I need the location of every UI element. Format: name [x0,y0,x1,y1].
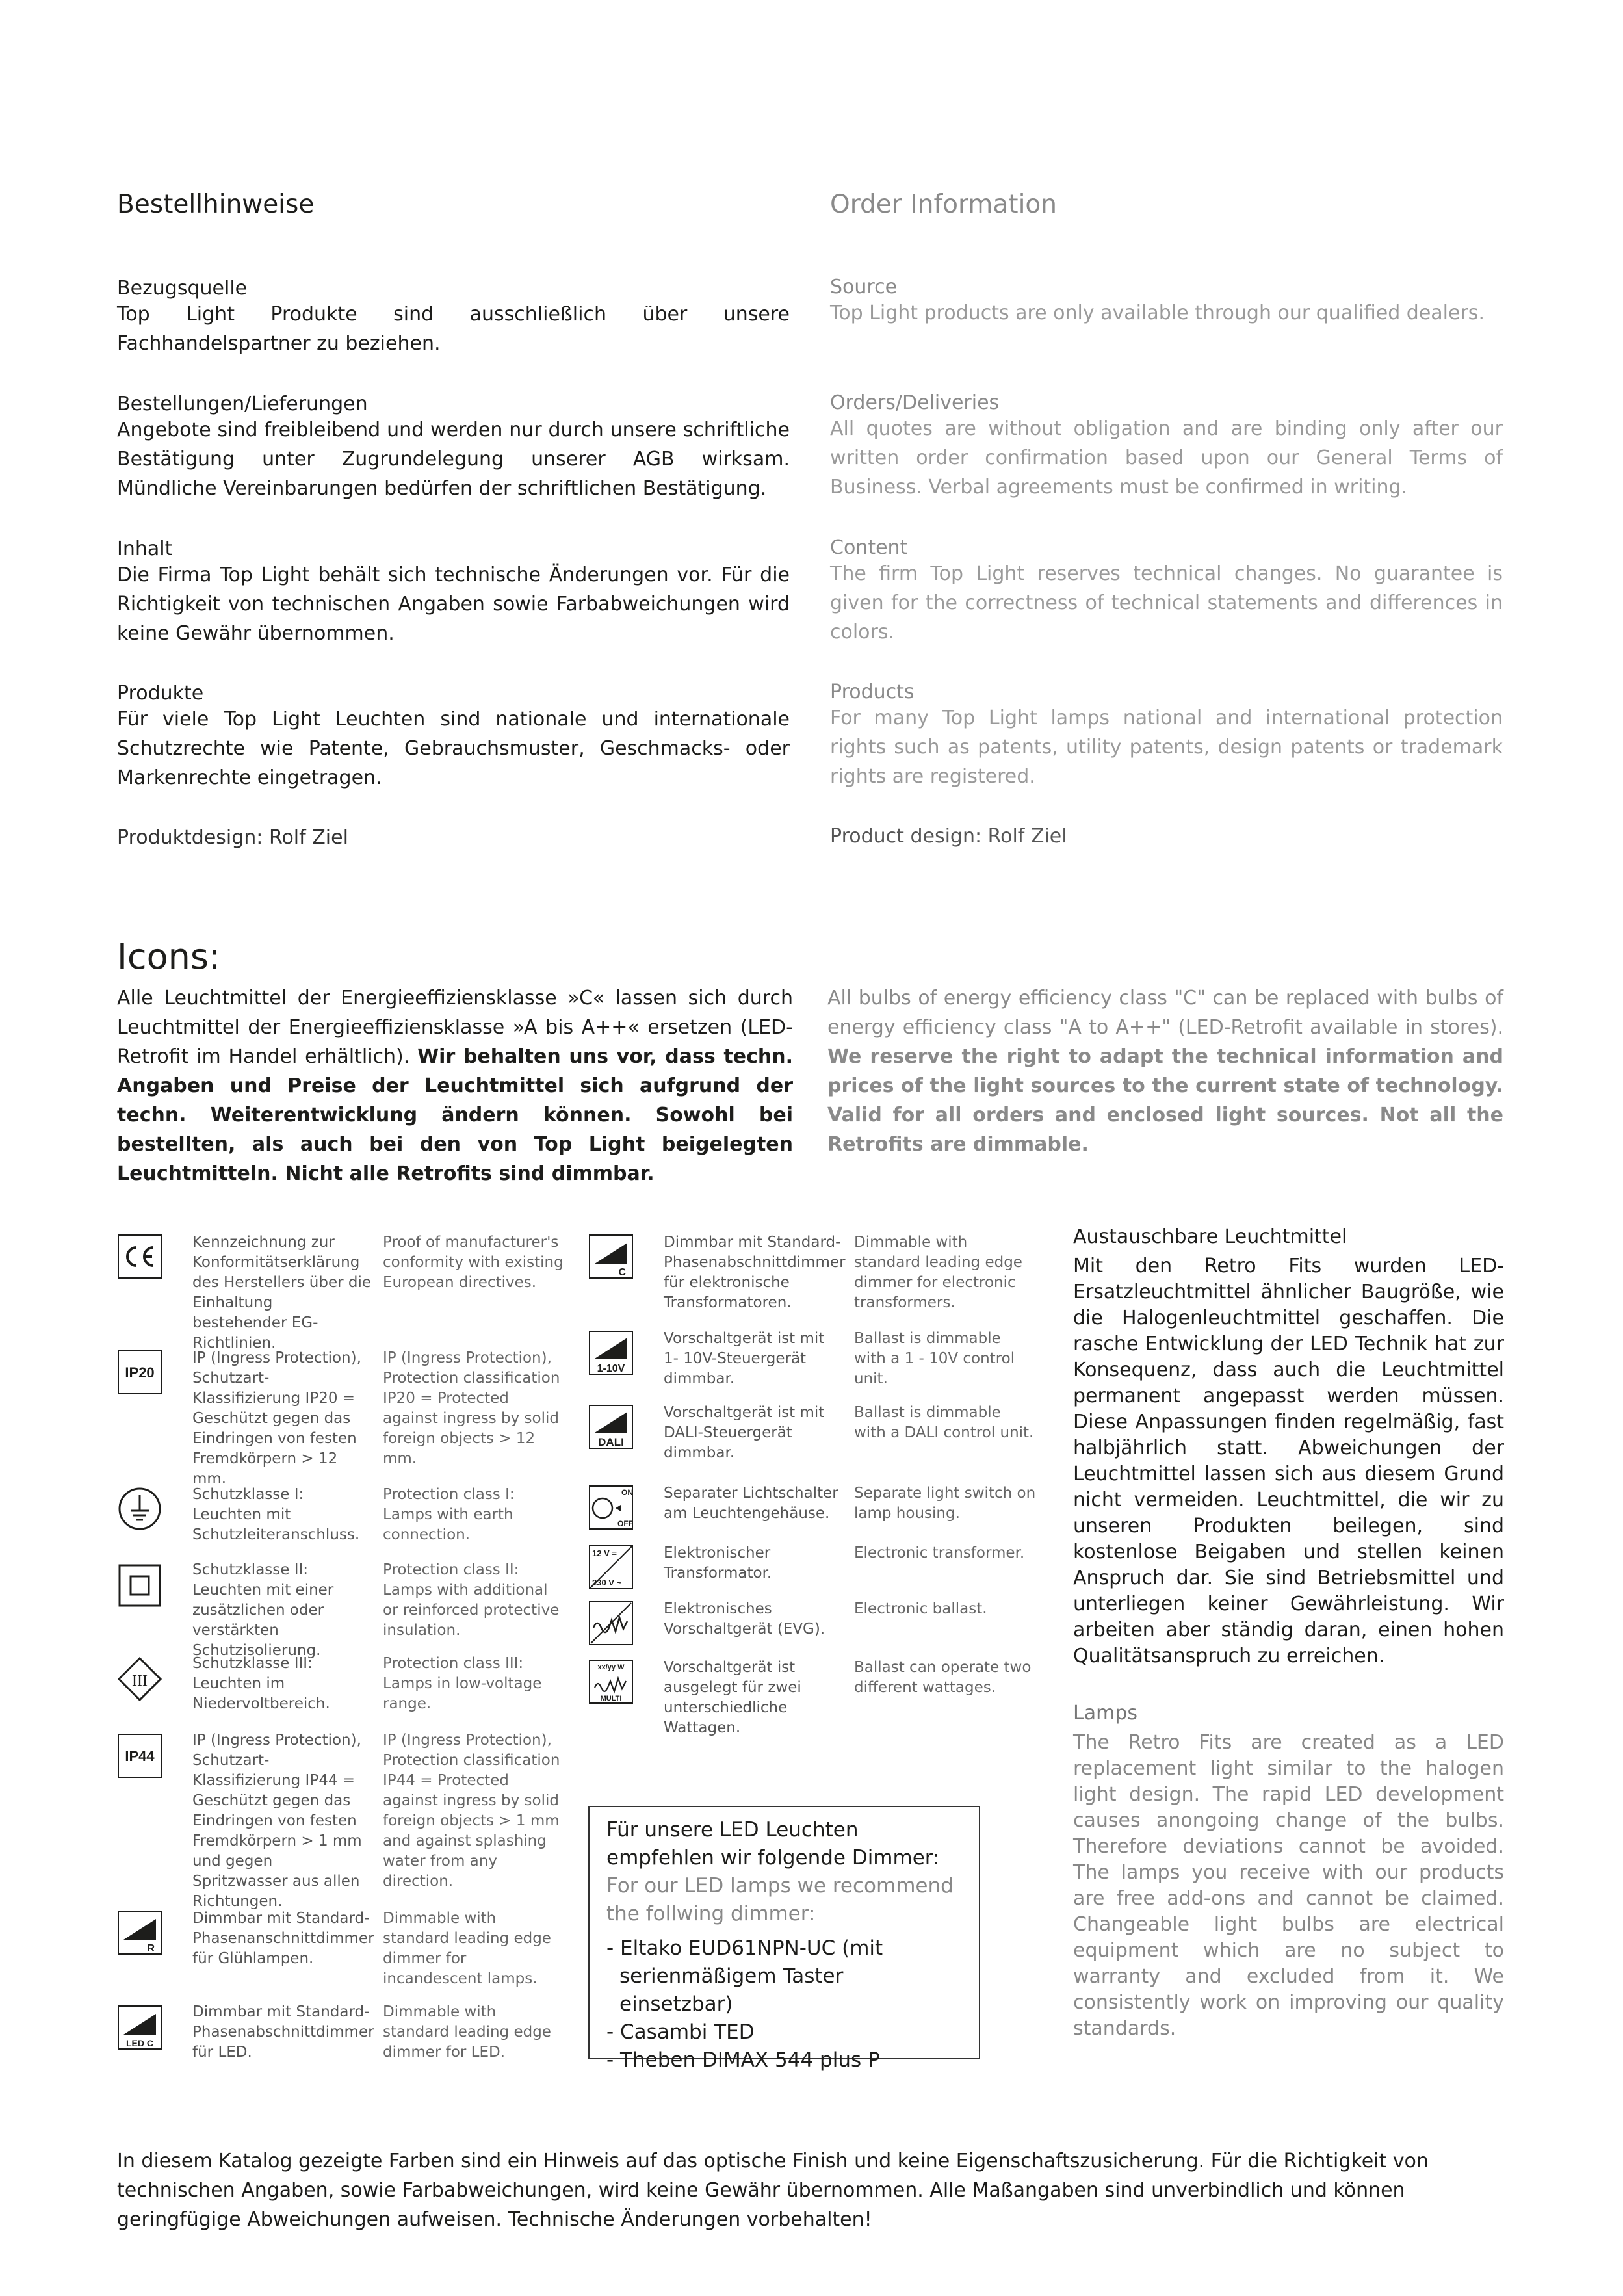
dimmer-c-icon [588,1234,634,1279]
icon-desc-de: IP (Ingress Protection), Schutzart-Klassifizierung IP20 = Geschützt gegen das Eindringen von festen Fremdkörpern > 12 mm. [192,1350,361,1487]
section-text: For many Top Light lamps national and international protection rights such as patents, utility patents, design patents or trademark rights are registered. [830,707,1503,788]
section-title: Inhalt [117,538,173,560]
dimmer-1-10v-icon [588,1330,634,1376]
icon-label: DALI [598,1436,624,1448]
icon-label: IP44 [125,1748,155,1764]
icon-label: III [132,1673,148,1689]
icon-desc-en: Dimmable with standard leading edge dimmer for LED. [383,2003,551,2061]
icon-desc-de: Elektronischer Transformator. [664,1545,772,1582]
section-title: Bezugsquelle [117,277,248,300]
dimmer-dali-icon [588,1404,634,1450]
icon-desc-en: Ballast is dimmable with a DALI control unit. [854,1404,1034,1441]
icon-desc-en: Ballast can operate two different wattages. [854,1659,1032,1696]
section-title: Orders/Deliveries [830,391,1000,414]
section-title: Products [830,681,915,703]
ip44-icon [117,1733,162,1779]
icons-intro-en [827,984,1503,1159]
icon-desc-de: Vorschaltgerät ist ausgelegt für zwei unterschiedliche Wattagen. [664,1659,801,1736]
page-title-en: Order Information [830,190,1057,219]
design-credit-en: Product design: Rolf Ziel [830,825,1067,848]
dimmer-list [606,1935,962,2074]
icons-intro-de-bold: Wir behalten uns vor, dass techn. Angaben und Preise der Leuchtmittel sich aufgrund der techn. Weiterentwicklung ändern können. Sowohl bei bestellten, als auch bei den von Top Light beigelegten Leuchtmitteln. Nicht alle Retrofits sind dimmbar. [117,1045,793,1185]
retrofit-text-de: Mit den Retro Fits wurden LED-Ersatzleuchtmittel ähnlicher Baugröße, wie die Halogenleuchtmittel geschaffen. Die rasche Entwicklung der LED Technik hat zur Konsequenz, dass auch die Leuchtmittel permanent angepasst werden müssen. Diese Anpassungen finden regelmäßig, fast halbjährlich statt. Abweichungen der Leuchtmittel lassen sich aus diesem Grund nicht vermeiden. Leuchtmittel, die wir zu unseren Produkten beilegen, sind kostenlose Beigaben und stellen keinen Anspruch dar. Sie sind Betriebsmittel und unterliegen keiner Gewährleistung. Wir arbeiten aber ständig daran, einen hohen Qualitätsanspruch zu erreichen. [1073,1255,1504,1667]
icon-desc-en: Dimmable with standard leading edge dimmer for incandescent lamps. [383,1910,551,1987]
icon-label: 1-10V [597,1363,625,1374]
section-text: Top Light Produkte sind ausschließlich über unsere Fachhandelspartner zu beziehen. [117,303,790,355]
section-title: Content [830,536,908,559]
icon-desc-en: IP (Ingress Protection), Protection classification IP20 = Protected against ingress by solid foreign objects > 12 mm. [383,1350,560,1467]
icon-desc-en: Protection class II: Lamps with additional or reinforced protective insulation. [383,1561,560,1639]
multi-wattage-icon [588,1659,634,1704]
electronic-ballast-icon [588,1600,634,1646]
protection-class-1-icon [117,1486,162,1532]
icon-desc-de: Dimmbar mit Standard-Phasenabschnittdimmer für LED. [192,2003,374,2061]
dimmer-list-item: - Eltako EUD61NPN-UC (mit serienmäßigem Taster einsetzbar) [606,1937,883,2016]
section-en-source [830,276,1503,391]
dimmer-led-c-icon [117,2005,162,2050]
icons-intro-de-plain: Alle Leuchtmittel der Energieeffiziensklasse »C« lassen sich durch Leuchtmittel der Energieeffiziensklasse »A bis A++« ersetzen (LED-Retrofit im Handel erhältlich). [117,987,793,1068]
icon-desc-de: Vorschaltgerät ist mit DALI-Steuergerät dimmbar. [664,1404,825,1461]
icon-desc-en: Protection class I: Lamps with earth connection. [383,1486,515,1543]
icon-desc-de: Schutzklasse II: Leuchten mit einer zusätzlichen oder verstärkten Schutzisolierung. [192,1561,334,1659]
icon-desc-en: Electronic transformer. [854,1545,1025,1561]
icons-intro-en-plain: All bulbs of energy efficiency class "C" can be replaced with bulbs of energy efficiency class "A to A++" (LED-Retrofit available in stores). [827,987,1503,1039]
icon-label: IP20 [125,1364,155,1381]
ce-mark-icon [117,1234,162,1279]
icon-desc-de: Elektronisches Vorschaltgerät (EVG). [664,1600,825,1637]
icon-label-watt: xx/yy W [597,1663,625,1671]
section-text: All quotes are without obligation and are binding only after our written order confirmation based upon our General Terms of Business. Verbal agreements must be confirmed in writing. [830,417,1503,499]
icon-desc-de: Dimmbar mit Standard-Phasenanschnittdimmer für Glühlampen. [192,1910,374,1967]
section-de-orders [117,393,790,538]
section-text: Für viele Top Light Leuchten sind nationale und internationale Schutzrechte wie Patente, Gebrauchsmuster, Geschmacks- oder Markenrechte eingetragen. [117,708,790,789]
dimmer-list-item: - Casambi TED [606,2020,755,2044]
icons-intro-de [117,984,793,1188]
icon-desc-en: Separate light switch on lamp housing. [854,1485,1036,1522]
icon-desc-en: IP (Ingress Protection), Protection classification IP44 = Protected against ingress by solid foreign objects > 1 mm and against splashing water from any direction. [383,1732,560,1890]
section-title: Source [830,276,898,298]
icon-desc-de: Schutzklasse III: Leuchten im Niedervoltbereich. [192,1655,330,1712]
icon-desc-de: Vorschaltgerät ist mit 1- 10V-Steuergerät dimmbar. [664,1330,825,1387]
icon-label-off: OFF [617,1519,633,1528]
icon-desc-de: Kennzeichnung zur Konformitätserklärung des Herstellers über die Einhaltung bestehender EG-Richtlinien. [192,1234,372,1351]
icon-desc-en: Protection class III: Lamps in low-voltage range. [383,1655,542,1712]
icon-label: C [618,1267,626,1278]
icon-label-multi: MULTI [600,1695,622,1702]
icon-desc-de: Schutzklasse I: Leuchten mit Schutzleiteranschluss. [192,1486,360,1543]
design-credit-de: Produktdesign: Rolf Ziel [117,826,348,849]
order-info-de [117,277,790,849]
section-de-products [117,682,790,826]
section-text: Top Light products are only available through our qualified dealers. [830,302,1485,324]
section-en-orders [830,391,1503,536]
section-text: Angebote sind freibleibend und werden nur durch unsere schriftliche Bestätigung unter Zugrundelegung unserer AGB wirksam. Mündliche Vereinbarungen bedürfen der schriftlichen Bestätigung. [117,419,790,500]
icon-desc-en: Electronic ballast. [854,1600,987,1617]
retrofit-text-en: The Retro Fits are created as a LED replacement light similar to the halogen light design. The rapid LED development causes anongoing change of the bulbs. Therefore deviations cannot be avoided. The lamps you receive with our products are free add-ons and cannot be claimed. Changeable light bulbs are electrical equipment which are no subject to warranty and excluded from it. We consistently work on improving our quality standards. [1073,1731,1504,2040]
icon-label-230v: 230 V ~ [592,1578,622,1587]
protection-class-3-icon [117,1656,162,1702]
section-en-content [830,536,1503,681]
icon-label: LED C [126,2038,153,2048]
on-off-switch-icon [588,1485,634,1530]
page-title-de: Bestellhinweise [117,190,315,219]
section-de-source [117,277,790,393]
dimmer-recommendation-en: For our LED lamps we recommend the follwing dimmer: [606,1874,954,1925]
section-text: The firm Top Light reserves technical changes. No guarantee is given for the correctness of technical statements and differences in colors. [830,562,1503,644]
section-title: Produkte [117,682,204,705]
icon-desc-en: Dimmable with standard leading edge dimmer for electronic transformers. [854,1234,1022,1311]
dimmer-list-item: - Theben DIMAX 544 plus P [606,2048,880,2072]
transformer-icon [588,1545,634,1590]
catalog-disclaimer: In diesem Katalog gezeigte Farben sind ein Hinweis auf das optische Finish und keine Eigenschaftszusicherung. Für die Richtigkeit von technischen Angaben, sowie Farbabweichungen, wird keine Gewähr übernommen. Alle Maßangaben sind unverbindlich und können geringfügige Abweichungen aufweisen. Technische Änderungen vorbehalten! [117,2150,1429,2231]
dimmer-recommendation-de: Für unsere LED Leuchten empfehlen wir folgende Dimmer: [606,1818,940,1870]
icon-label: R [147,1943,155,1954]
dimmer-recommendation-box [588,1806,980,2072]
protection-class-2-icon [117,1563,162,1608]
icon-label-on: ON [621,1488,633,1497]
retrofit-info [1073,1225,1504,2042]
icon-label-12v: 12 V = [592,1548,617,1558]
order-info-en [830,276,1503,848]
icons-intro-en-bold: We reserve the right to adapt the technical information and prices of the light sources to the current state of technology. Valid for all orders and enclosed light sources. Not all the Retrofits are dimmable. [827,1045,1503,1156]
icon-desc-de: Dimmbar mit Standard-Phasenabschnittdimmer für elektronische Transformatoren. [664,1234,846,1311]
retrofit-title-de: Austauschbare Leuchtmittel [1073,1225,1347,1248]
section-text: Die Firma Top Light behält sich technische Änderungen vor. Für die Richtigkeit von technischen Angaben sowie Farbabweichungen wird keine Gewähr übernommen. [117,564,790,645]
icon-desc-en: Proof of manufacturer's conformity with existing European directives. [383,1234,564,1291]
dimmer-r-icon [117,1910,162,1955]
icons-title: Icons: [117,936,221,977]
retrofit-title-en: Lamps [1073,1702,1137,1725]
icon-desc-de: Separater Lichtschalter am Leuchtengehäuse. [664,1485,838,1522]
icon-desc-en: Ballast is dimmable with a 1 - 10V control unit. [854,1330,1015,1387]
icon-desc-de: IP (Ingress Protection), Schutzart-Klassifizierung IP44 = Geschützt gegen das Eindringen von festen Fremdkörpern > 1 mm und gegen Spritzwasser aus allen Richtungen. [192,1732,362,1910]
section-en-products [830,681,1503,825]
section-de-content [117,538,790,682]
section-title: Bestellungen/Lieferungen [117,393,368,415]
ip20-icon [117,1350,162,1395]
